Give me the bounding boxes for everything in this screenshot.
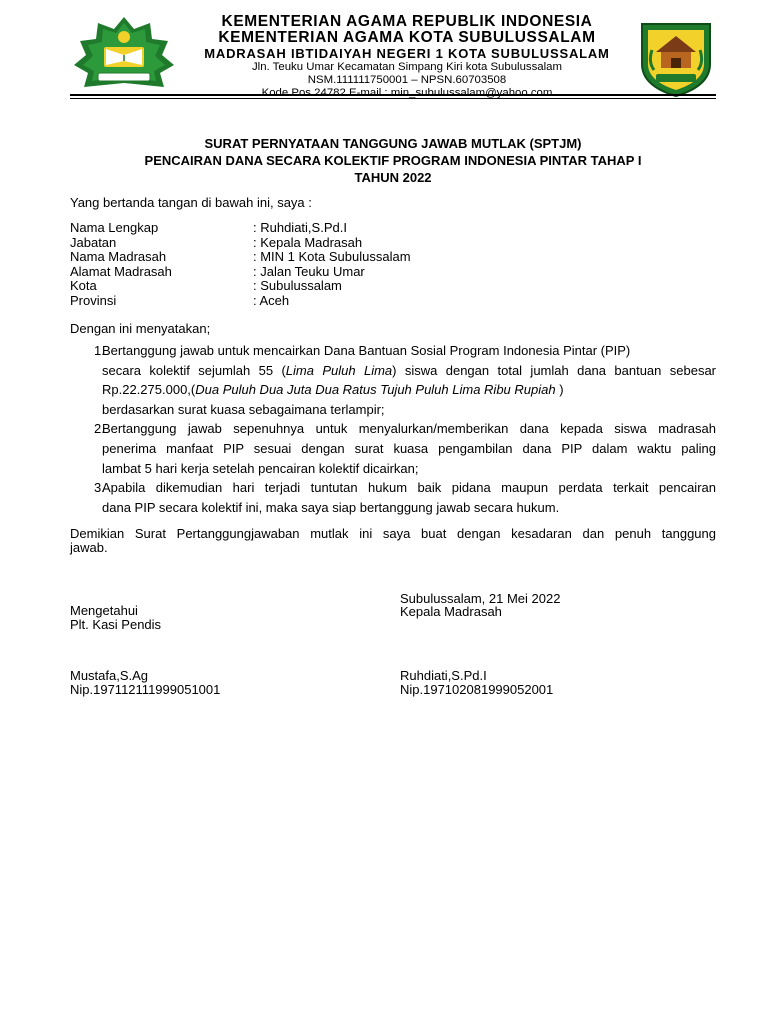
text-italic: Lima Puluh Lima [285,362,393,378]
letterhead-contact: Kode Pos 24782 E-mail : min_subulussalam@yahoo.com [261,87,553,99]
right-signer-name: Ruhdiati,S.Pd.I [400,668,487,683]
letterhead-ministry: KEMENTERIAN AGAMA REPUBLIK INDONESIA [221,13,593,30]
letterhead-text [186,14,628,100]
text-segment: secara kolektif sejumlah 55 ( [102,362,286,378]
identity-value: : MIN 1 Kota Subulussalam [253,249,411,265]
closing-paragraph [70,527,716,555]
identity-value: : Subulussalam [253,278,342,294]
left-signer-line-1: Mengetahui [70,603,138,618]
statement-line [102,380,716,400]
letterhead-address: Jln. Teuku Umar Kecamatan Simpang Kiri kota Subulussalam [251,61,562,73]
statement-line: Bertanggung jawab sepenuhnya untuk menyalurkan/memberikan dana kepada siswa madrasah [102,421,716,437]
text-italic: Dua Puluh Dua Juta Dua Ratus Tujuh Puluh Lima Ribu Rupiah [195,382,556,398]
statement-line: penerima manfaat PIP sesuai dengan surat kuasa pengambilan dana PIP dalam waktu paling [102,440,716,456]
subulussalam-emblem-icon [636,20,716,98]
right-signer-title: Kepala Madrasah [400,604,502,619]
list-number: 2. [94,421,105,437]
left-signer-line-2: Plt. Kasi Pendis [70,617,162,632]
left-signer-nip: Nip.197112111999051001 [70,682,221,697]
identity-value: : Kepala Madrasah [253,234,363,250]
text-segment: Rp.22.275.000,( [102,382,196,398]
statement-line: berdasarkan surat kuasa sebagaimana terlampir; [102,401,385,417]
identity-label: Provinsi [70,292,117,308]
identity-label: Alamat Madrasah [70,263,172,279]
left-signer-name: Mustafa,S.Ag [70,668,149,683]
statement-line: Apabila dikemudian hari terjadi tuntutan hukum baik pidana maupun perdata terkait pencairan [102,480,716,496]
statement-item-1 [70,341,716,419]
list-number: 1. [94,343,105,358]
statement-line: Bertanggung jawab untuk mencairkan Dana Bantuan Sosial Program Indonesia Pintar (PIP) [102,343,631,358]
text-segment: ) [555,382,564,398]
text-segment: ) siswa dengan total jumlah dana bantuan sebesar [392,362,717,378]
identity-value: : Ruhdiati,S.Pd.I [253,220,347,235]
title-line-3: TAHUN 2022 [354,170,432,185]
letterhead-school: MADRASAH IBTIDAIYAH NEGERI 1 KOTA SUBULUSSALAM [204,46,610,61]
letterhead-nsm-npsn: NSM.111111750001 – NPSN.60703508 [307,74,507,86]
list-number: 3. [94,480,105,496]
letterhead [0,0,768,99]
statement-item-3 [70,478,716,517]
intro-text: Yang bertanda tangan di bawah ini, saya : [70,195,312,210]
statement-line: lambat 5 hari kerja setelah pencairan kolektif dicairkan; [102,460,419,476]
identity-label: Kota [70,278,97,294]
identity-value: : Jalan Teuku Umar [253,263,365,279]
identity-value: : Aceh [253,292,290,308]
letterhead-divider-thick [70,94,716,96]
document-title [70,135,716,186]
statement-line: dana PIP secara kolektif ini, maka saya siap bertanggung jawab secara hukum. [102,499,560,515]
identity-label: Jabatan [70,234,117,250]
statement-list [70,341,716,517]
kementerian-agama-logo-icon [68,15,180,93]
place-date: Subulussalam, 21 Mei 2022 [400,591,561,606]
closing-line: jawab. [70,540,108,555]
closing-line: Demikian Surat Pertanggungjawaban mutlak ini saya buat dengan kesadaran dan penuh tanggung [70,526,716,541]
statement-intro: Dengan ini menyatakan; [70,321,211,336]
right-signer-nip: Nip.197102081999052001 [400,682,554,697]
statement-item-2 [70,419,716,478]
identity-label: Nama Lengkap [70,220,159,235]
identity-label: Nama Madrasah [70,249,167,265]
title-line-1: SURAT PERNYATAAN TANGGUNG JAWAB MUTLAK (SPTJM) [204,136,582,151]
statement-line [102,361,716,381]
title-line-2: PENCAIRAN DANA SECARA KOLEKTIF PROGRAM INDONESIA PINTAR TAHAP I [144,153,642,168]
letterhead-office: KEMENTERIAN AGAMA KOTA SUBULUSSALAM [218,29,596,46]
letterhead-divider-thin [70,98,716,99]
